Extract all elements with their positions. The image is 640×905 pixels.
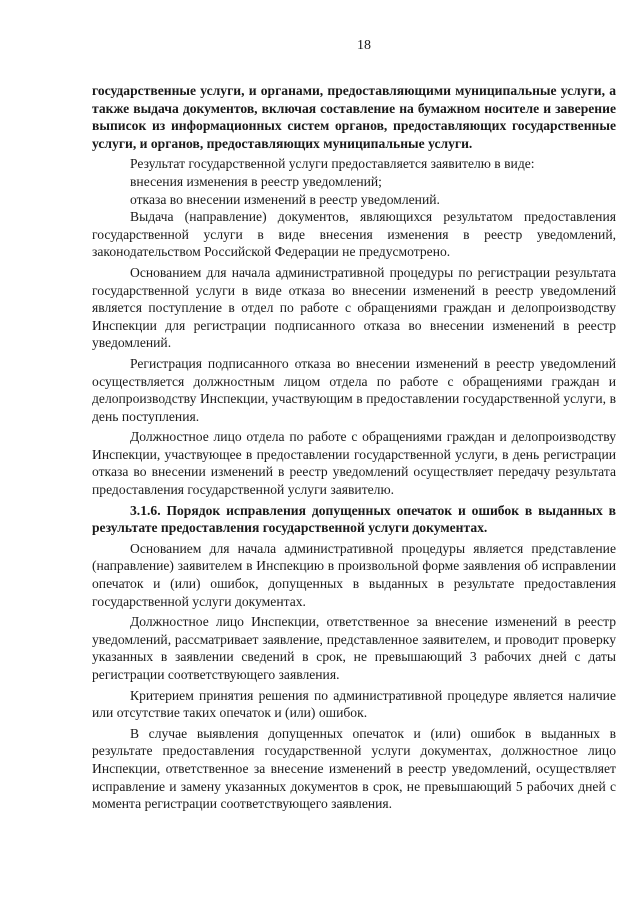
- paragraph-registration: Регистрация подписанного отказа во внесении изменений в реестр уведомлений осуществляется должностным лицом отдела по работе с обращениями граждан и делопроизводству Инспекции, участвующим в предоставлении государственной услуги, в день поступления.: [92, 355, 616, 424]
- paragraph-transfer: Должностное лицо отдела по работе с обращениями граждан и делопроизводству Инспекции, участвующее в предоставлении государственной услуги, в день регистрации отказа во внесении изменений в реестр уведомлений осуществляет передачу результата предоставления государственной услуги заявителю.: [92, 429, 616, 498]
- paragraph-correction-basis: Основанием для начала административной процедуры является представление (направление) заявителем в Инспекцию в произвольной форме заявления об исправлении опечаток и (или) ошибок, допущенных в выданных в результате предоставления государственной услуги документах.: [92, 540, 616, 609]
- section-heading-3-1-6: 3.1.6. Порядок исправления допущенных опечаток и ошибок в выданных в результате предоставления государственной услуги документах.: [92, 502, 616, 536]
- paragraph-decision-criterion: Критерием принятия решения по административной процедуре является наличие или отсутствие таких опечаток и (или) ошибок.: [92, 687, 616, 721]
- paragraph-correction-action: В случае выявления допущенных опечаток и (или) ошибок в выданных в результате предоставления государственной услуги документах, должностное лицо Инспекции, ответственное за внесение изменений в реестр уведомлений, осуществляет исправление и замену указанных документов в срок, не превышающий 5 рабочих дней с момента регистрации соответствующего заявления.: [92, 725, 616, 812]
- paragraph-issuance: Выдача (направление) документов, являющихся результатом предоставления государственной услуги в виде внесения изменения в реестр уведомлений, законодательством Российской Федерации не предусмотрено.: [92, 209, 616, 260]
- paragraph-1-bold-continuation: государственные услуги, и органами, предоставляющими муниципальные услуги, а также выдача документов, включая составление на бумажном носителе и заверение выписок из информационных систем органов, предоставляющих государственные услуги, и органов, предоставляющих муниципальные услуги.: [92, 83, 616, 151]
- paragraph-result-intro: Результат государственной услуги предоставляется заявителю в виде:: [130, 156, 535, 172]
- paragraph-basis-registration: Основанием для начала административной процедуры по регистрации результата государственной услуги в виде отказа во внесении изменений в реестр уведомлений является поступление в отдел по работе с обращениями граждан и делопроизводству Инспекции для регистрации подписанного отказа во внесении изменений в реестр уведомлений.: [92, 264, 616, 351]
- page-number: 18: [357, 38, 371, 53]
- paragraph-official-review: Должностное лицо Инспекции, ответственное за внесение изменений в реестр уведомлений, рассматривает заявление, представленное заявителем, и проводит проверку указанных в заявлении сведений в срок, не превышающий 3 рабочих дней с даты регистрации соответствующего заявления.: [92, 614, 616, 682]
- paragraph-result-option-2: отказа во внесении изменений в реестр уведомлений.: [130, 191, 440, 207]
- paragraph-result-option-1: внесения изменения в реестр уведомлений;: [130, 173, 382, 189]
